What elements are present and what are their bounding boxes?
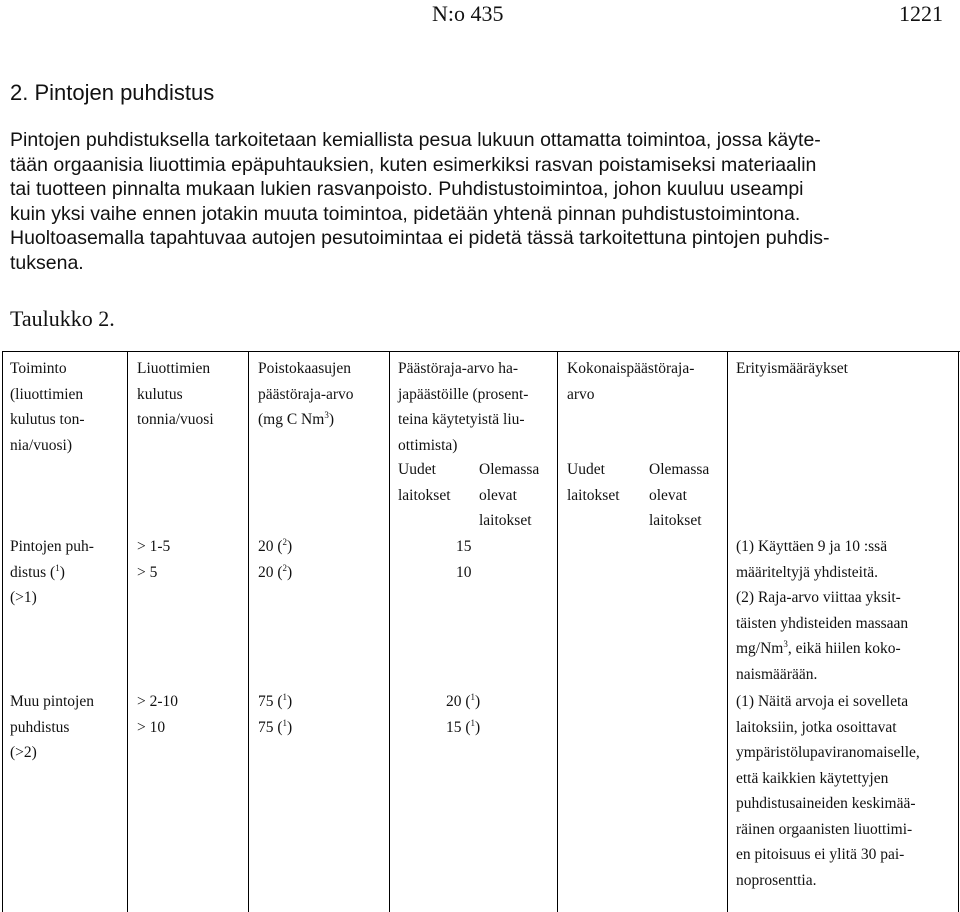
row1-waste-gas-limit: 20 ($^2$) 20 ($^2$) (258, 537, 293, 581)
row1-special-provisions: (1) Käyttäen 9 ja 10 :ssä määriteltyjä yhdisteitä. (2) Raja-arvo viittaa yksit- täisten yhdisteiden massaan mg/Nm$^3$, eikä hiilen koko- naismäärään. (736, 538, 909, 683)
header-waste-gas-limit: Poistokaasujen päästöraja-arvo (mg C Nm$^3$) (258, 360, 354, 428)
row2-special-provisions: (1) Näitä arvoja ei sovelleta laitoksiin, jotka osoittavat ympäristölupaviranomaiselle, että kaikkien käytettyjen puhdistusaineiden keskimää- räinen orgaanisten liuottimi- en pitoisuus ei ylitä 30 pai- noprosenttia. (736, 693, 920, 889)
intro-line: Pintojen puhdistuksella tarkoitetaan kemiallista pesua lukuun ottamatta toimintoa, jossa käyte- (10, 129, 821, 151)
header-fugitive-limit: Päästöraja-arvo ha- japäästöille (prosent- teina käytetyistä liu- ottimista) (398, 360, 529, 454)
row2-activity: Muu pintojen puhdistus (>2) (10, 693, 94, 761)
subheader-existing-installations: Olemassa olevat laitokset (649, 461, 710, 529)
table-column-divider (248, 351, 249, 912)
intro-paragraph (10, 128, 955, 275)
table-column-divider (727, 351, 728, 912)
row1-consumption: > 1-5 > 5 (137, 538, 171, 581)
table-top-border (2, 351, 960, 352)
header-special-provisions: Erityismääräykset (736, 360, 848, 377)
document-number: N:o 435 (432, 1, 504, 26)
table-caption: Taulukko 2. (10, 306, 115, 331)
row1-fugitive-limit: 15 10 (456, 538, 472, 581)
row2-waste-gas-limit: 75 ($^1$) 75 ($^1$) (258, 692, 293, 736)
table-column-divider (127, 351, 128, 912)
subheader-existing-installations: Olemassa olevat laitokset (479, 461, 540, 529)
row2-consumption: > 2-10 > 10 (137, 693, 179, 736)
subheader-new-installations: Uudet laitokset (398, 461, 451, 504)
table-column-divider (389, 351, 390, 912)
page-number: 1221 (899, 1, 943, 26)
table-column-divider (2, 351, 3, 912)
subheader-new-installations: Uudet laitokset (567, 461, 620, 504)
header-total-limit: Kokonaispäästöraja- arvo (567, 360, 695, 403)
table-column-divider (958, 351, 959, 912)
row1-activity: Pintojen puh- distus ($^1$) (>1) (10, 538, 94, 606)
section-title: 2. Pintojen puhdistus (10, 80, 215, 105)
intro-line: tai tuotteen pinnalta mukaan lukien rasvanpoisto. Puhdistustoimintoa, johon kuuluu useampi (10, 178, 804, 200)
header-activity: Toiminto (liuottimien kulutus ton- nia/vuosi) (10, 360, 85, 454)
intro-line: Huoltoasemalla tapahtuvaa autojen pesutoimintaa ei pidetä tässä tarkoitettuna pintojen puhdis- (10, 227, 830, 249)
row2-fugitive-limit: 20 ($^1$) 15 ($^1$) (446, 692, 481, 736)
intro-line: tään orgaanisia liuottimia epäpuhtauksien, kuten esimerkiksi rasvan poistamiseksi materiaalin (10, 153, 817, 176)
header-solvent-consumption: Liuottimien kulutus tonnia/vuosi (137, 360, 214, 428)
intro-line: kuin yksi vaihe ennen jotakin muuta toimintoa, pidetään yhtenä pinnan puhdistustoimintona. (10, 202, 801, 225)
table-column-divider (557, 351, 558, 912)
intro-line: tuksena. (10, 251, 84, 274)
